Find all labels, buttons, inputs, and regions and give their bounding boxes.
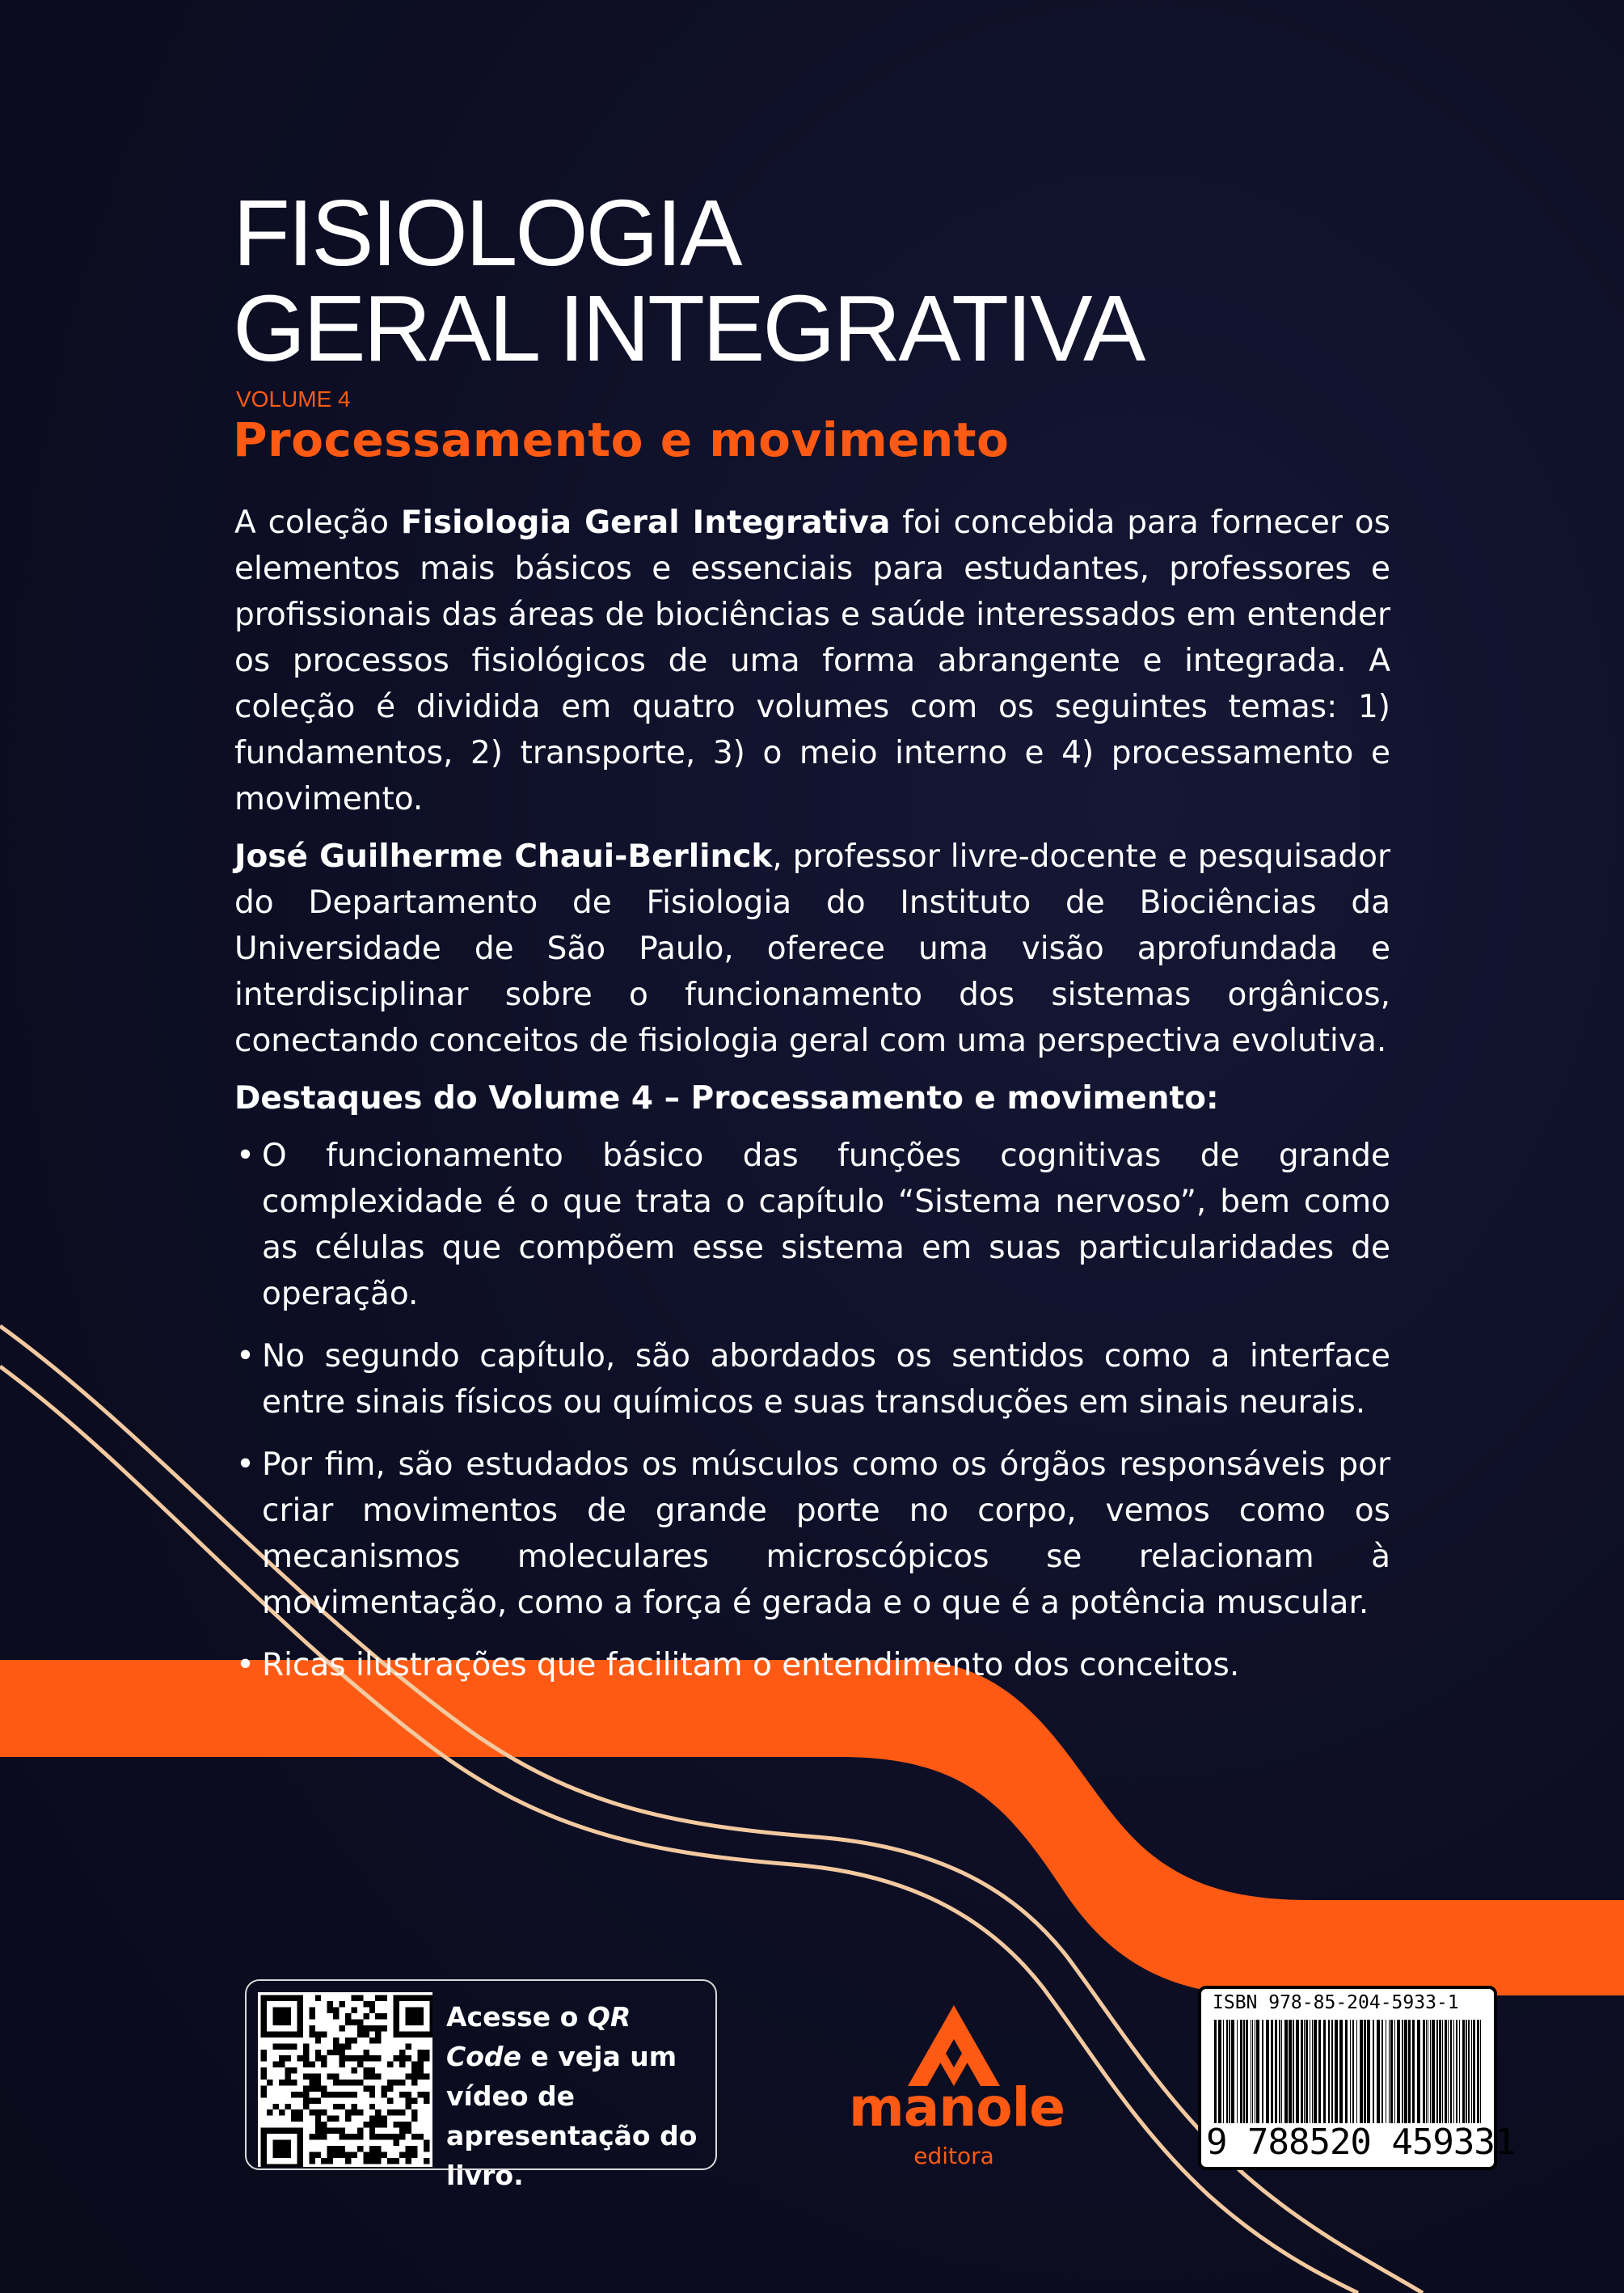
publisher-subtitle: editora [913,2143,994,2169]
manole-m-logo-icon [908,2005,1000,2086]
publisher-name: manole [849,2076,1065,2139]
list-item-text: Ricas ilustrações que facilitam o entendimento dos conceitos. [262,1647,1240,1683]
intro-prefix: A coleção [234,505,401,541]
qr-caption [446,1997,705,2195]
intro-paragraph [234,500,1390,822]
bullet-icon: • [236,1338,255,1375]
subtitle: Processamento e movimento [233,412,1010,467]
author-name: José Guilherme Chaui-Berlinck [234,838,773,875]
qr-code-icon[interactable] [258,1992,432,2167]
list-item [234,1133,1390,1317]
author-rest: , professor livre-docente e pesquisador do Departamento de Fisiologia do Instituto de Biociências da Universidade de São Paulo, oferece uma visão aprofundada e interdisciplinar sobre o funcionamento dos sistemas orgânicos, conectando conceitos de fisiologia geral com uma perspectiva evolutiva. [234,838,1391,1059]
author-paragraph [234,834,1390,1064]
intro-rest: foi concebida para fornecer os elementos mais básicos e essenciais para estudantes, professores e profissionais das áreas de biociências e saúde interessados em entender os processos fisiológicos de uma forma abrangente e integrada. A coleção é dividida em quatro volumes com os seguintes temas: 1) fundamentos, 2) transporte, 3) o meio interno e 4) processamento e movimento. [234,505,1390,817]
isbn-number: 9 788520 459331 [1206,2122,1516,2163]
list-item [234,1442,1390,1626]
bullet-icon: • [236,1647,255,1683]
orange-wave-band [0,1660,1624,1995]
list-item [234,1642,1390,1688]
volume-label: VOLUME 4 [236,386,351,412]
qr-caption-italic: QR Code [446,2001,631,2072]
qr-code-panel[interactable] [245,1979,717,2191]
description-body [234,500,1390,1704]
qr-caption-prefix: Acesse o [446,2001,588,2033]
title-line-2: GERAL INTEGRATIVA [233,276,1144,381]
bullet-icon: • [236,1138,255,1174]
qr-caption-rest: e veja um vídeo de apresentação do livro. [446,2041,698,2191]
bullet-icon: • [236,1446,255,1483]
title-line-1: FISIOLOGIA [233,180,740,285]
highlights-heading: Destaques do Volume 4 – Processamento e movimento: [234,1080,1219,1117]
publisher-logo [849,2005,1065,2169]
list-item-text: O funcionamento básico das funções cognitivas de grande complexidade é o que trata o capítulo “Sistema nervoso”, bem como as células que compõem esse sistema em suas particularidades de operação. [262,1138,1390,1312]
isbn-barcode-block [1198,1986,1516,2170]
list-item-text: No segundo capítulo, são abordados os sentidos como a interface entre sinais físicos ou químicos e suas transduções em sinais neurais. [262,1338,1390,1421]
highlights-list [234,1133,1390,1688]
list-item [234,1333,1390,1425]
isbn-text: ISBN 978-85-204-5933-1 [1213,1992,1459,2013]
barcode-icon [1213,2020,1484,2123]
list-item-text: Por fim, são estudados os músculos como os órgãos responsáveis por criar movimentos de grande porte no corpo, vemos como os mecanismos moleculares microscópicos se relacionam à movimentação, como a força é gerada e o que é a potência muscular. [262,1446,1390,1621]
collection-name: Fisiologia Geral Integrativa [400,505,891,541]
